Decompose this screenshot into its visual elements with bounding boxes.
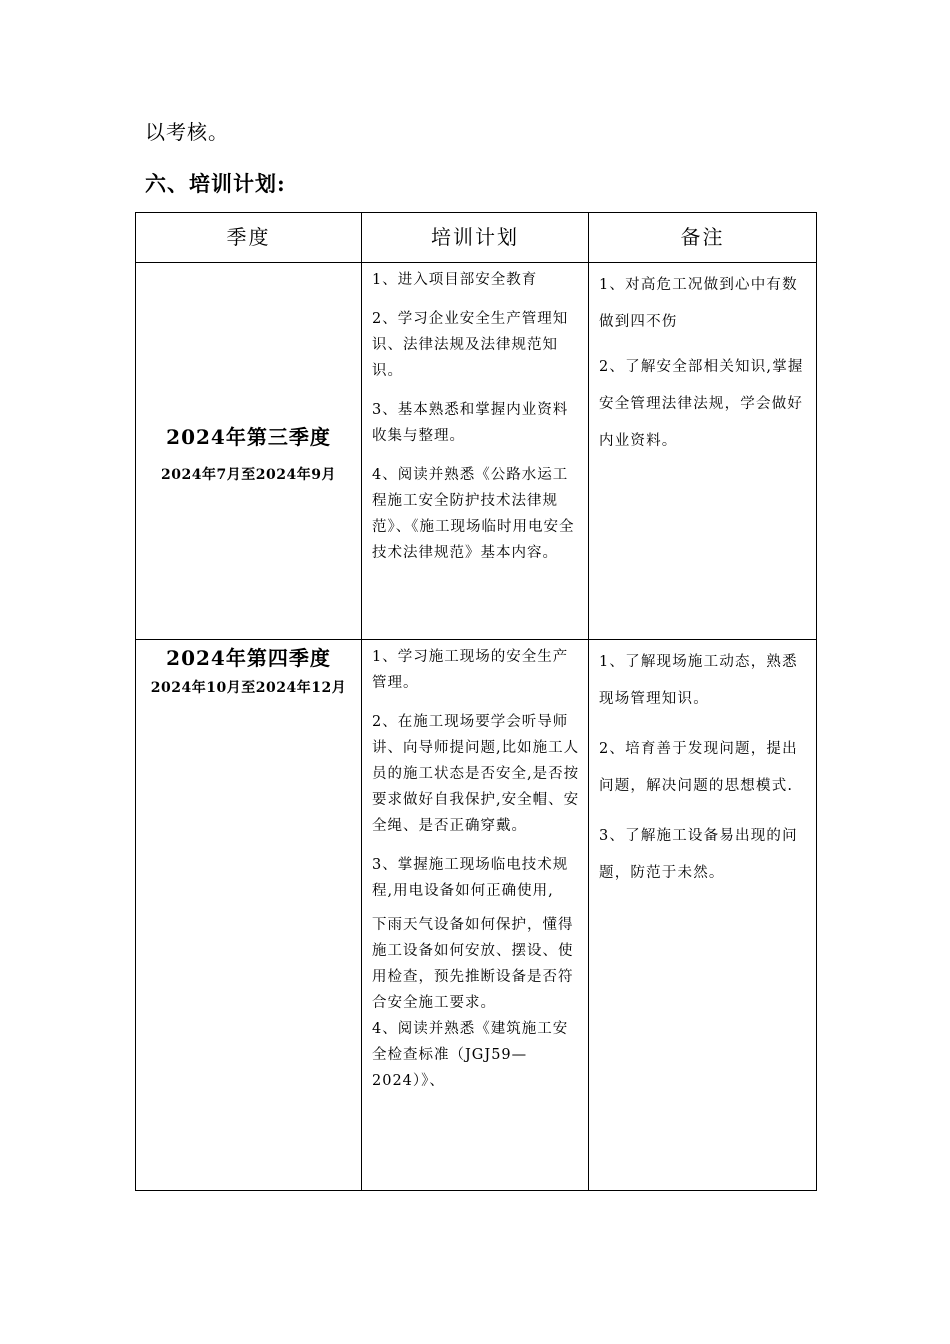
section-title: 六、培训计划: — [145, 171, 286, 196]
table-row — [136, 640, 817, 1191]
note-cell — [589, 263, 817, 640]
table-header-row — [136, 213, 817, 263]
plan-item: 1、学习施工现场的安全生产管理。 — [372, 649, 569, 691]
plan-item: 下雨天气设备如何保护，懂得施工设备如何安放、摆设、使用检查，预先推断设备是否符合安全施工要求。 — [372, 917, 574, 1011]
plan-item: 4、阅读并熟悉《建筑施工安全检查标准（JGJ59—2024）》、 — [372, 1021, 569, 1089]
note-item: 3、了解施工设备易出现的问题，防范于未然。 — [599, 828, 798, 881]
quarter-range: 2024年10月至2024年12月 — [150, 680, 347, 696]
note-item: 1、了解现场施工动态，熟悉现场管理知识。 — [599, 654, 798, 707]
intro-text: 以考核。 — [145, 120, 229, 144]
plan-item: 3、基本熟悉和掌握内业资料收集与整理。 — [372, 402, 569, 444]
table-row — [136, 263, 817, 640]
quarter-range: 2024年7月至2024年9月 — [161, 466, 336, 483]
header-plan: 培训计划 — [362, 213, 589, 263]
plan-item: 3、掌握施工现场临电技术规程,用电设备如何正确使用, — [372, 857, 569, 899]
header-notes: 备注 — [589, 213, 817, 263]
plan-item: 2、学习企业安全生产管理知识、法律法规及法律规范知识。 — [372, 311, 569, 379]
plan-item: 2、在施工现场要学会听导师讲、向导师提问题,比如施工人员的施工状态是否安全,是否按要求做好自我保护,安全帽、安全绳、是否正确穿戴。 — [372, 714, 580, 834]
note-item: 2、了解安全部相关知识,掌握安全管理法律法规，学会做好内业资料。 — [599, 359, 804, 449]
plan-cell — [362, 263, 589, 640]
quarter-title: 2024年第三季度 — [166, 424, 331, 449]
plan-cell — [362, 640, 589, 1191]
note-cell — [589, 640, 817, 1191]
quarter-title: 2024年第四季度 — [166, 646, 331, 670]
note-item: 1、对高危工况做到心中有数做到四不伤 — [599, 277, 798, 330]
header-quarter: 季度 — [136, 213, 362, 263]
training-plan-table — [135, 212, 817, 1191]
plan-item: 1、进入项目部安全教育 — [372, 272, 538, 288]
quarter-cell — [136, 263, 362, 640]
plan-item: 4、阅读并熟悉《公路水运工程施工安全防护技术法律规范》、《施工现场临时用电安全技术法律规范》基本内容。 — [372, 467, 575, 561]
note-item: 2、培育善于发现问题，提出问题，解决问题的思想模式. — [599, 741, 798, 794]
quarter-cell — [136, 640, 362, 1191]
